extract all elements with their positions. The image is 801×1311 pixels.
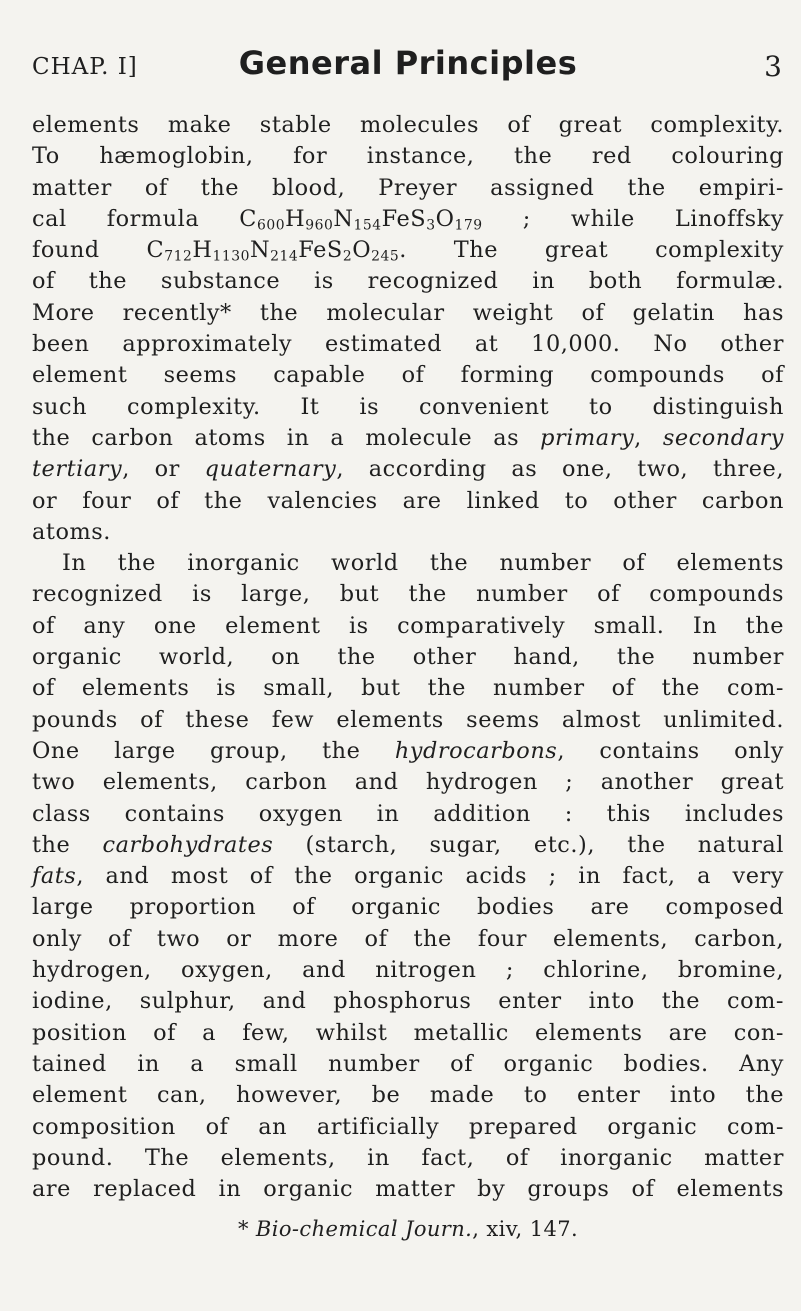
text-line: hydrogen, oxygen, and nitrogen ; chlorine, bromine, (32, 957, 784, 984)
text-line: atoms. (32, 518, 111, 545)
running-head (32, 42, 784, 102)
body-text (32, 110, 784, 1205)
text-line: of any one element is comparatively small. In the (32, 612, 784, 639)
text-line: More recently* the molecular weight of gelatin has (32, 299, 784, 326)
text-line: One large group, the hydrocarbons, contains only (32, 737, 784, 764)
text-line: pounds of these few elements seems almost unlimited. (32, 706, 784, 733)
text-line: element can, however, be made to enter into the (32, 1082, 784, 1109)
chapter-label: CHAP. I] (32, 54, 138, 80)
text-line: the carbon atoms in a molecule as primary, secondary (32, 424, 784, 451)
term-quaternary: quaternary (204, 456, 337, 483)
formula-preyer: $C_{600}H_{960}N_{154}FeS_3O_{179}$ (239, 205, 483, 234)
term-primary: primary (540, 424, 635, 451)
text-line: cal formula $C_{600}H_{960}N_{154}FeS_3O_{179}$ ; while Linoffsky (32, 205, 784, 234)
page-title: General Principles (238, 44, 578, 82)
text-line: of elements is small, but the number of the com- (32, 675, 784, 702)
text-line: To hæmoglobin, for instance, the red colouring (32, 143, 784, 170)
text-line: pound. The elements, in fact, of inorganic matter (32, 1144, 784, 1171)
term-hydrocarbons: hydrocarbons (394, 737, 558, 764)
term-tertiary: tertiary (32, 456, 123, 483)
text-line: the carbohydrates (starch, sugar, etc.), the natural (32, 831, 784, 858)
text-line: large proportion of organic bodies are composed (32, 894, 784, 921)
text-line: element seems capable of forming compounds of (32, 362, 784, 389)
text-line: tained in a small number of organic bodies. Any (32, 1050, 784, 1077)
footnote-reference: , xiv, 147. (472, 1217, 579, 1242)
paragraph-1 (32, 110, 784, 548)
text-line: found $C_{712}H_{1130}N_{214}FeS_2O_{245}$. The great complexity (32, 237, 784, 265)
footnote-source: Bio-chemical Journ. (255, 1217, 473, 1242)
text-line: elements make stable molecules of great complexity. (32, 112, 784, 138)
text-line: recognized is large, but the number of compounds (32, 581, 784, 608)
text-line: are replaced in organic matter by groups of elements (32, 1176, 784, 1203)
paragraph-2 (32, 548, 784, 1205)
text-line: iodine, sulphur, and phosphorus enter into the com- (32, 988, 784, 1015)
text-line: two elements, carbon and hydrogen ; another great (32, 769, 784, 796)
footnote (32, 1217, 784, 1241)
book-page (32, 42, 784, 1241)
text-line: composition of an artificially prepared organic com- (32, 1113, 784, 1140)
text-line: such complexity. It is convenient to distinguish (32, 393, 784, 420)
text-line: been approximately estimated at 10,000. No other (32, 331, 784, 358)
text-line: or four of the valencies are linked to other carbon (32, 487, 784, 514)
term-secondary: secondary (662, 424, 784, 451)
text-line: of the substance is recognized in both formulæ. (32, 268, 784, 295)
text-line: position of a few, whilst metallic elements are con- (32, 1019, 784, 1046)
formula-linoffsky: $C_{712}H_{1130}N_{214}FeS_2O_{245}$ (146, 237, 400, 265)
text-line: organic world, on the other hand, the number (32, 644, 784, 671)
text-line: only of two or more of the four elements, carbon, (32, 925, 784, 952)
text-line: class contains oxygen in addition : this includes (32, 800, 784, 827)
term-fats: fats (32, 863, 77, 890)
footnote-mark: * (237, 1217, 256, 1242)
text-line: In the inorganic world the number of elements (62, 550, 784, 577)
page-number: 3 (764, 50, 782, 83)
text-line: fats, and most of the organic acids ; in fact, a very (32, 863, 784, 890)
term-carbohydrates: carbohydrates (102, 831, 274, 858)
text-line: tertiary, or quaternary, according as one, two, three, (32, 456, 784, 483)
text-line: matter of the blood, Preyer assigned the empiri- (32, 174, 784, 201)
